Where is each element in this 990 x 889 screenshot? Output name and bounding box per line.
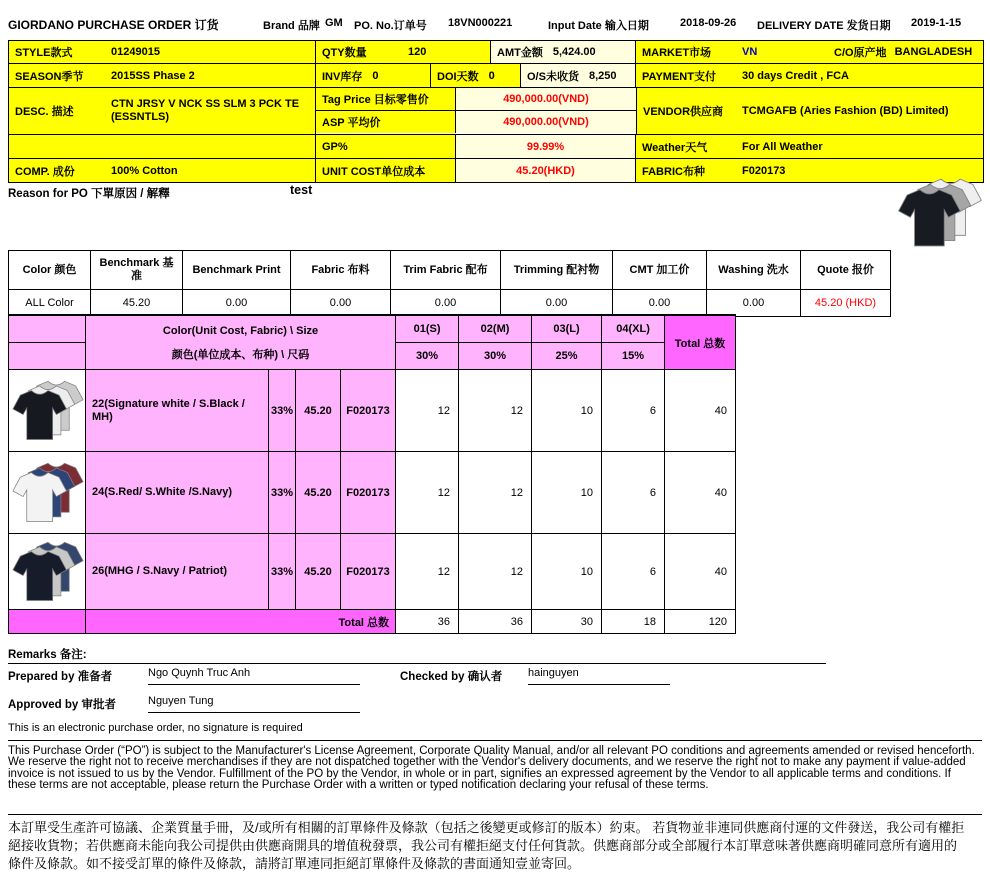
brand-value: GM: [325, 17, 343, 29]
po-number-value: 18VN000221: [448, 17, 513, 29]
approved-by-value: Nguyen Tung: [148, 695, 360, 713]
checked-by-value: hainguyen: [528, 667, 670, 685]
tshirt-stack-icon: [12, 376, 84, 442]
season-label: SEASON季节: [15, 70, 84, 83]
qty-l: 10: [532, 370, 602, 452]
unit-cost-label-cell: [316, 159, 456, 182]
col-header-trimming: Trimming 配衬物: [501, 251, 613, 290]
delivery-date-label: DELIVERY DATE 发货日期: [757, 20, 891, 32]
approved-by-label: Approved by 审批者: [8, 699, 116, 711]
color-row-24-photo: [9, 452, 86, 534]
fabric-cost-value: 0.00: [291, 290, 391, 317]
qty-xl: 6: [602, 452, 665, 534]
size-total-row: [9, 610, 736, 634]
color-row-22-photo: [9, 370, 86, 452]
color-name: 22(Signature white / S.Black / MH): [86, 370, 269, 452]
os-cell: [521, 64, 636, 87]
inv-cell: [316, 64, 431, 87]
col-header-benchmark-print: Benchmark Print: [183, 251, 291, 290]
tag-price-value: 490,000.00(VND): [503, 93, 589, 105]
benchmark-header-row: [9, 251, 891, 290]
inv-label: INV库存: [322, 70, 363, 83]
payment-value-cell: [736, 64, 983, 87]
cmt-value: 0.00: [613, 290, 707, 317]
country-origin-label: C/O原产地: [834, 47, 887, 59]
color-size-title-en: Color(Unit Cost, Fabric) \ Size: [162, 324, 319, 337]
row-total: 40: [665, 452, 736, 534]
payment-value: 30 days Credit , FCA: [742, 69, 849, 82]
info-row-desc: [9, 88, 983, 135]
desc-value: CTN JRSY V NCK SS SLM 3 PCK TE (ESSNTLS): [111, 98, 300, 123]
prepared-by-value: Ngo Quynh Truc Anh: [148, 667, 360, 685]
col-header-washing: Washing 洗水: [707, 251, 801, 290]
fabric-label: FABRIC布种: [642, 165, 705, 178]
season-cell: [9, 64, 316, 87]
inv-value: 0: [372, 69, 379, 82]
doi-label: DOI天数: [437, 70, 479, 83]
vendor-label: VENDOR供应商: [643, 106, 724, 118]
total-row-label: Total 总数: [86, 610, 396, 634]
qty-label: QTY数量: [322, 47, 367, 59]
reason-row: [8, 183, 708, 203]
divider: [8, 814, 982, 815]
input-date-label: Input Date 输入日期: [548, 20, 649, 32]
color-size-title-cn: 颜色(单位成本、布种) \ 尺码: [171, 348, 310, 361]
amt-value: 5,424.00: [552, 46, 596, 58]
qty-s: 12: [396, 370, 459, 452]
market-label: MARKET市场: [642, 47, 712, 59]
trimming-value: 0.00: [501, 290, 613, 317]
vendor-label-cell: [636, 88, 736, 134]
asp-label: ASP 平均价: [322, 117, 381, 129]
washing-value: 0.00: [707, 290, 801, 317]
total-col-header: Total 总数: [665, 315, 736, 370]
gp-value: 99.99%: [526, 140, 565, 153]
po-number-label: PO. No.订单号: [354, 20, 427, 32]
size-pct-l: 25%: [532, 343, 602, 370]
prepared-by-label: Prepared by 准备者: [8, 671, 113, 683]
row-total: 40: [665, 370, 736, 452]
size-breakdown-table: [8, 314, 736, 634]
comp-cell: [9, 159, 316, 182]
color-pct: 33%: [269, 452, 296, 534]
asp-value-cell: [456, 111, 636, 133]
asp-row: [316, 111, 636, 133]
weather-label: Weather天气: [642, 141, 708, 154]
vendor-value: TCMGAFB (Aries Fashion (BD) Limited): [742, 105, 949, 117]
fabric-value: F020173: [742, 164, 786, 177]
electronic-po-note: This is an electronic purchase order, no signature is required: [8, 722, 303, 734]
color-unit-cost: 45.20: [296, 452, 341, 534]
qty-value: 120: [408, 46, 427, 58]
payment-label: PAYMENT支付: [642, 70, 716, 83]
reason-value: test: [290, 183, 313, 197]
doi-value: 0: [488, 69, 495, 82]
qty-cell: [316, 41, 491, 63]
desc-label: DESC. 描述: [15, 106, 74, 118]
qty-xl: 6: [602, 370, 665, 452]
col-header-quote: Quote 报价: [801, 251, 891, 290]
comp-value: 100% Cotton: [111, 164, 178, 177]
weather-value: For All Weather: [742, 140, 823, 153]
qty-m: 12: [459, 534, 532, 610]
order-info-grid: [8, 40, 984, 183]
size-header-row-1: [9, 315, 736, 343]
tshirt-stack-icon: [892, 177, 988, 247]
size-col-s: 01(S): [396, 315, 459, 343]
total-row-corner: [9, 610, 86, 634]
color-fabric: F020173: [341, 452, 396, 534]
color-row-26: [9, 534, 736, 610]
size-col-xl: 04(XL): [602, 315, 665, 343]
tshirt-stack-icon: [12, 537, 84, 603]
total-l: 30: [532, 610, 602, 634]
color-pct: 33%: [269, 534, 296, 610]
col-header-fabric: Fabric 布料: [291, 251, 391, 290]
benchmark-data-row: [9, 290, 891, 317]
fabric-label-cell: [636, 159, 736, 182]
size-pct-s: 30%: [396, 343, 459, 370]
info-row-season: [9, 64, 983, 88]
style-value: 01249015: [111, 46, 160, 58]
product-photo: [892, 177, 988, 247]
asp-label-cell: [316, 111, 456, 133]
gp-label-cell: [316, 135, 456, 158]
country-origin-value: BANGLADESH: [894, 46, 973, 58]
trim-fabric-value: 0.00: [391, 290, 501, 317]
color-pct: 33%: [269, 370, 296, 452]
color-row-24: [9, 452, 736, 534]
color-fabric: F020173: [341, 534, 396, 610]
qty-s: 12: [396, 452, 459, 534]
total-m: 36: [459, 610, 532, 634]
row-total: 40: [665, 534, 736, 610]
color-unit-cost: 45.20: [296, 370, 341, 452]
unit-cost-value-cell: [456, 159, 636, 182]
qty-xl: 6: [602, 534, 665, 610]
weather-value-cell: [736, 135, 983, 158]
remarks-title: Remarks 备注:: [8, 646, 826, 664]
gp-label: GP%: [322, 140, 348, 153]
benchmark-table: [8, 250, 891, 317]
total-xl: 18: [602, 610, 665, 634]
asp-value: 490,000.00(VND): [503, 116, 589, 128]
input-date-value: 2018-09-26: [680, 17, 737, 29]
size-pct-xl: 15%: [602, 343, 665, 370]
checked-by-label: Checked by 确认者: [400, 671, 503, 683]
comp-label: COMP. 成份: [15, 165, 75, 178]
vendor-value-cell: [736, 88, 983, 134]
quote-value: 45.20 (HKD): [801, 290, 891, 317]
gp-value-cell: [456, 135, 636, 158]
size-col-l: 03(L): [532, 315, 602, 343]
price-stack: [316, 88, 636, 134]
qty-l: 10: [532, 534, 602, 610]
info-row-comp: [9, 159, 983, 182]
market-value: VN: [742, 46, 758, 58]
col-header-color: Color 颜色: [9, 251, 91, 290]
remarks-section: [8, 646, 982, 886]
tag-price-label-cell: [316, 88, 456, 110]
corner-cell-bottom: [9, 343, 86, 370]
qty-m: 12: [459, 452, 532, 534]
doi-cell: [431, 64, 521, 87]
color-name: 26(MHG / S.Navy / Patriot): [86, 534, 269, 610]
color-value: ALL Color: [9, 290, 91, 317]
unit-cost-value: 45.20(HKD): [516, 164, 575, 177]
document-header: [8, 14, 982, 36]
qty-m: 12: [459, 370, 532, 452]
divider: [8, 740, 982, 741]
season-value: 2015SS Phase 2: [111, 69, 195, 82]
amt-label: AMT金额: [497, 47, 543, 59]
col-header-benchmark: Benchmark 基准: [91, 251, 183, 290]
terms-english: This Purchase Order (“PO”) is subject to the Manufacturer's License Agreement, Corporate Quality Manual, and/or all relevant PO conditions and agreements amended or revised henceforth. We reserve the right not to receive merchandises if they are not dispatched together with the Vendor's delivery documents, and we reserve the right not to make any payment if value-added invoice is not issued to us by the Vendor. Fulfillment of the PO by the Vendor, in whole or in part, signifies an expressed agreement by the Vendor to all applicable terms and conditions. If these terms are not acceptable, please return the Purchase Order with a written or typed notification declaring your refusal of these terms.: [8, 745, 975, 791]
tag-price-row: [316, 88, 636, 111]
desc-cell: [9, 88, 316, 134]
color-unit-cost: 45.20: [296, 534, 341, 610]
delivery-date-value: 2019-1-15: [911, 17, 962, 29]
weather-label-cell: [636, 135, 736, 158]
benchmark-value: 45.20: [91, 290, 183, 317]
col-header-cmt: CMT 加工价: [613, 251, 707, 290]
payment-label-cell: [636, 64, 736, 87]
brand-label: Brand 品牌: [263, 20, 320, 32]
tag-price-value-cell: [456, 88, 636, 110]
market-label-cell: [636, 41, 736, 63]
tag-price-label: Tag Price 目标零售价: [322, 94, 429, 106]
page-title: GIORDANO PURCHASE ORDER 订货: [8, 18, 219, 32]
corner-cell-top: [9, 315, 86, 343]
size-pct-m: 30%: [459, 343, 532, 370]
os-value: 8,250: [588, 69, 617, 82]
grand-total: 120: [665, 610, 736, 634]
empty-cell: [9, 135, 316, 158]
col-header-trim-fabric: Trim Fabric 配布: [391, 251, 501, 290]
style-label: STYLE款式: [15, 47, 73, 59]
color-name: 24(S.Red/ S.White /S.Navy): [86, 452, 269, 534]
amt-cell: [491, 41, 636, 63]
color-fabric: F020173: [341, 370, 396, 452]
terms-chinese: 本訂單受生產許可協議、企業質量手冊，及/或所有相關的訂單條件及條款（包括之後變更或修訂的版本）約束。 若貨物並非連同供應商付運的文件發送，我公司有權拒絕接收貨物；若供應商未能向我公司提供由供應商開具的增值稅發票，我公司有權拒絕支付任何貨款。供應商部分或全部履行本訂單意味著供應商明確同意所有適用的條件及條款。如不接受訂單的條件及條款，請將訂單連同拒絕訂單條件及條款的書面通知壹並寄回。: [8, 820, 965, 871]
benchmark-print-value: 0.00: [183, 290, 291, 317]
color-size-title-cell: [86, 315, 396, 370]
unit-cost-label: UNIT COST单位成本: [322, 165, 426, 178]
total-s: 36: [396, 610, 459, 634]
tshirt-stack-icon: [12, 458, 84, 524]
style-cell: [9, 41, 316, 63]
qty-l: 10: [532, 452, 602, 534]
color-row-22: [9, 370, 736, 452]
reason-label: Reason for PO 下單原因 / 解釋: [8, 188, 170, 200]
market-value-cell: [736, 41, 983, 63]
color-row-26-photo: [9, 534, 86, 610]
info-row-gp: [9, 135, 983, 159]
info-row-style: [9, 41, 983, 64]
size-col-m: 02(M): [459, 315, 532, 343]
os-label: O/S未收货: [527, 70, 579, 83]
qty-s: 12: [396, 534, 459, 610]
